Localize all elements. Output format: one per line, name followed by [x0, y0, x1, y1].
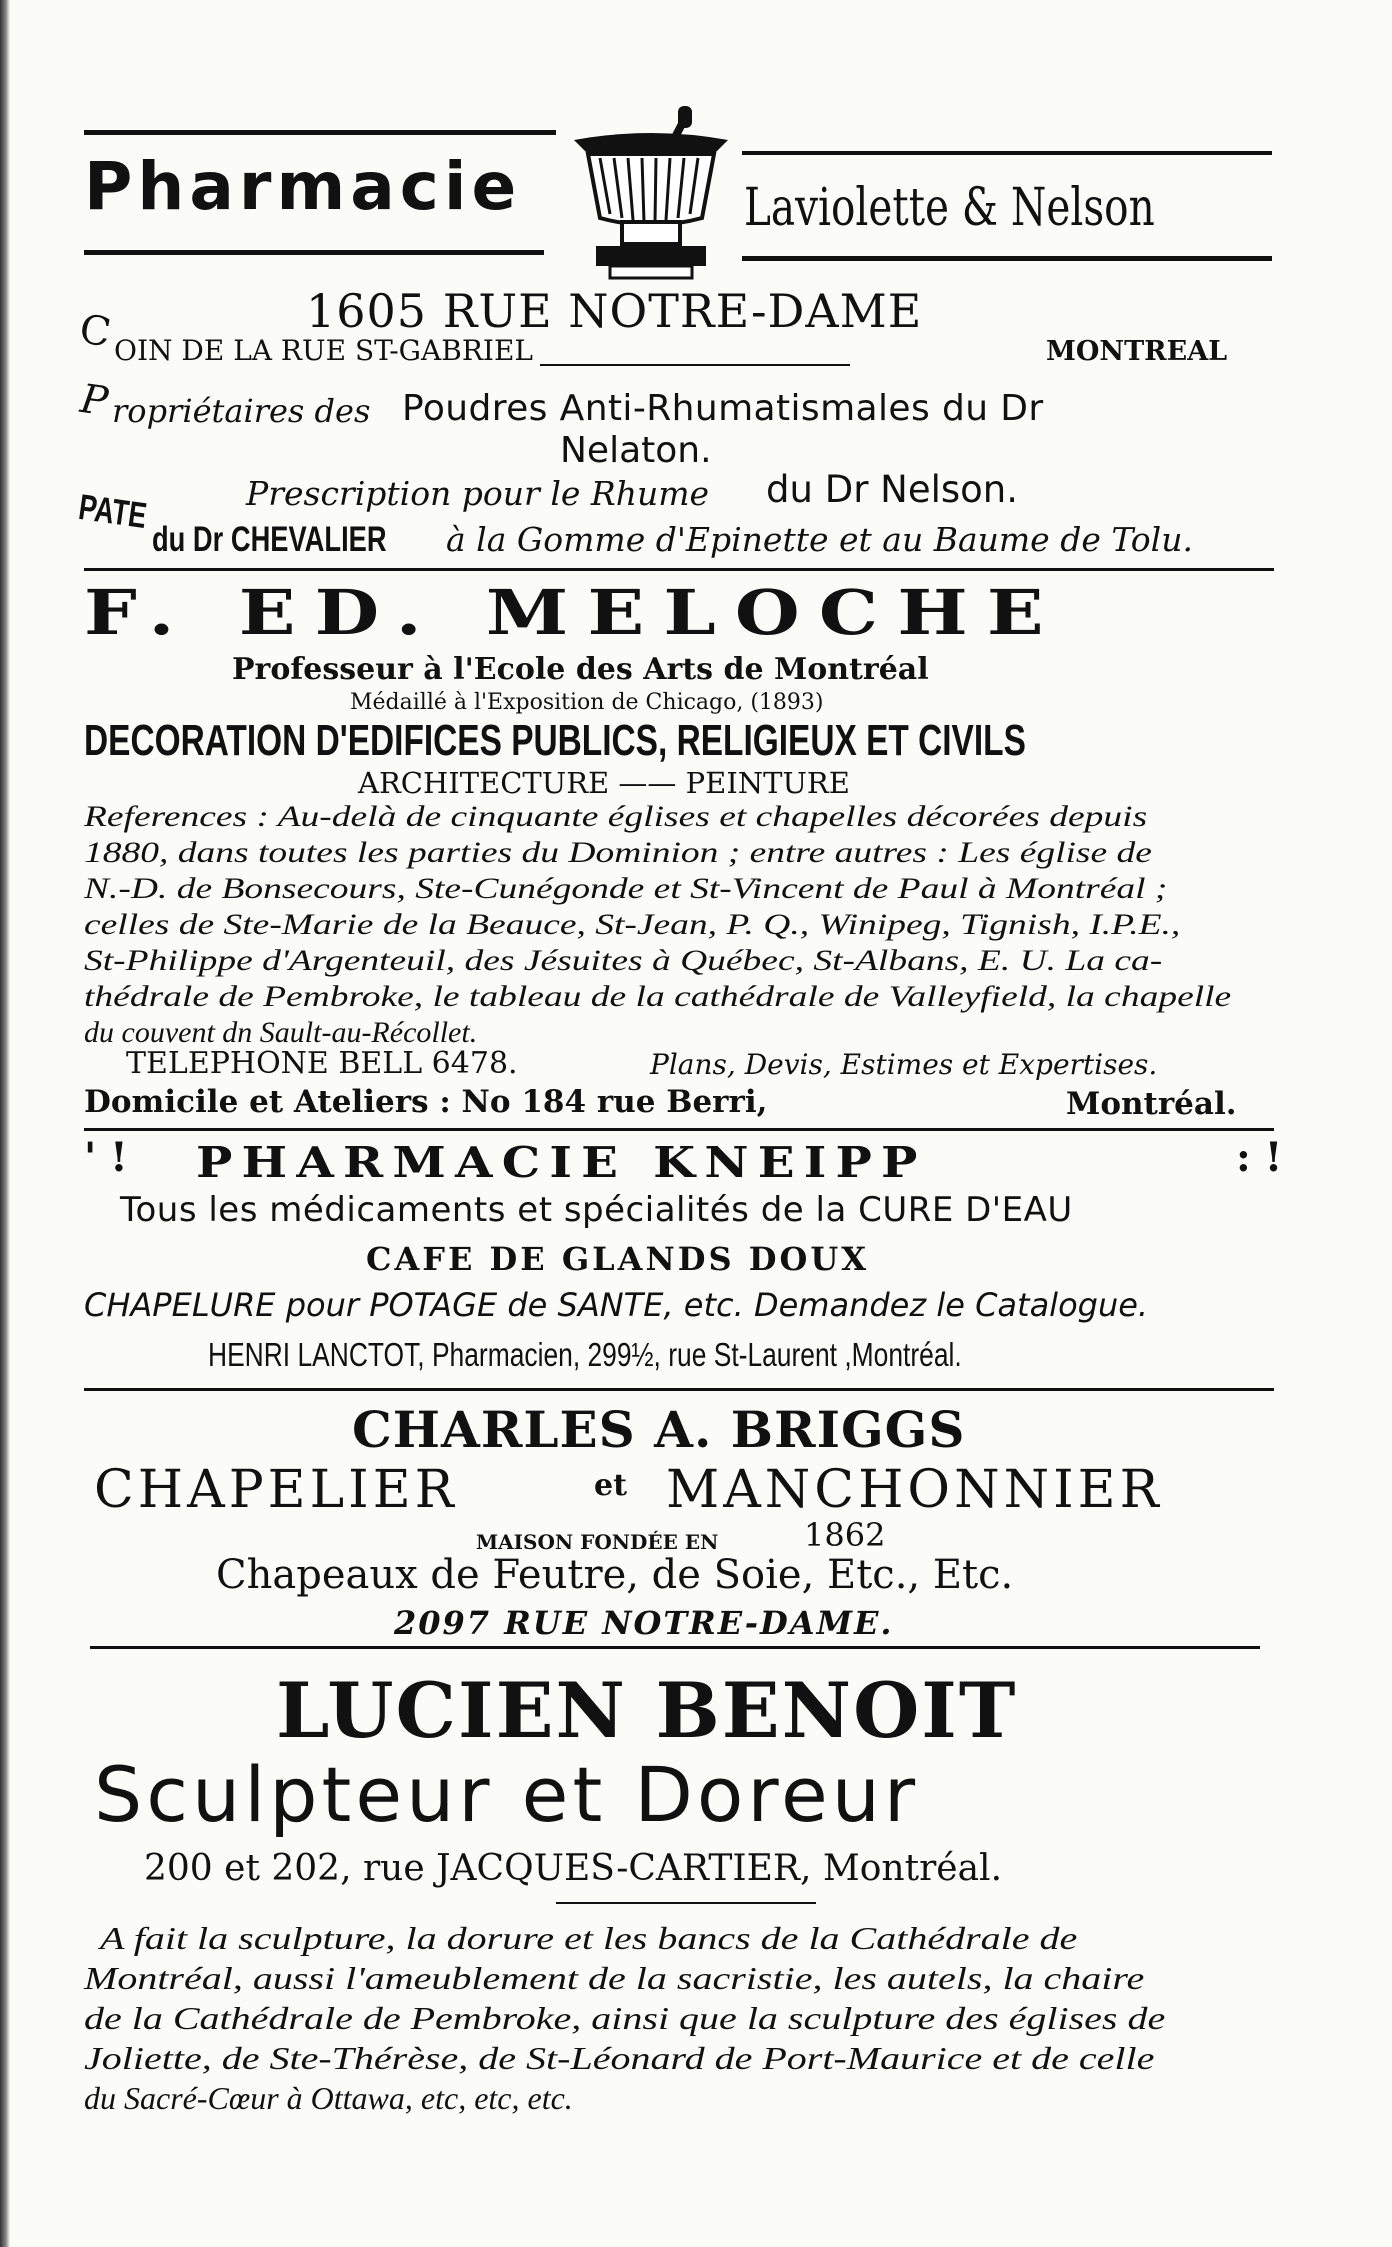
- meloche-decoration: DECORATION D'EDIFICES PUBLICS, RELIGIEUX ET CIVILS: [84, 716, 1026, 765]
- kneipp-line-2: CAFE DE GLANDS DOUX: [366, 1240, 870, 1278]
- kneipp-ornament-right: : !: [1236, 1134, 1283, 1181]
- briggs-products: Chapeaux de Feutre, de Soie, Etc., Etc.: [216, 1552, 1014, 1598]
- street-underline: [540, 364, 850, 366]
- pate-initial: PATE: [76, 486, 150, 537]
- description-line: Joliette, de Ste-Thérèse, de St-Léonard de Port-Maurice et de celle: [84, 2040, 1155, 2076]
- references-line: celles de Ste-Marie de la Beauce, St-Jean, P. Q., Winipeg, Tignish, I.P.E.,: [84, 908, 1181, 941]
- meloche-name: F. ED. MELOCHE: [84, 576, 1063, 649]
- references-line: 1880, dans toutes les parties du Dominion ; entre autres : Les église de: [84, 836, 1152, 869]
- meloche-professor: Professeur à l'Ecole des Arts de Montréal: [232, 652, 929, 687]
- page-binding-edge: [0, 0, 10, 2247]
- benoit-rule: [556, 1902, 816, 1904]
- separator-4: [90, 1646, 1260, 1649]
- meloche-medal: Médaillé à l'Exposition de Chicago, (1893): [350, 690, 824, 715]
- owners-product: Poudres Anti-Rhumatismales du Dr: [402, 388, 1044, 429]
- references-line: du couvent dn Sault-au-Récollet.: [84, 1016, 478, 1049]
- kneipp-line-4: HENRI LANCTOT, Pharmacien, 299½, rue St-Laurent ,Montréal.: [208, 1336, 962, 1373]
- briggs-founded: MAISON FONDÉE EN: [476, 1530, 719, 1554]
- separator-3: [84, 1388, 1274, 1391]
- benoit-name: LUCIEN BENOIT: [276, 1666, 1018, 1755]
- meloche-plans: Plans, Devis, Estimes et Expertises.: [650, 1048, 1158, 1081]
- benoit-address: 200 et 202, rue JACQUES-CARTIER, Montréal.: [144, 1848, 1003, 1889]
- briggs-trade-right: MANCHONNIER: [666, 1460, 1163, 1520]
- owners-product-cont: Nelaton.: [560, 430, 712, 471]
- briggs-address: 2097 RUE NOTRE-DAME.: [394, 1604, 894, 1642]
- meloche-architecture: ARCHITECTURE —— PEINTURE: [358, 766, 850, 800]
- corner-street: OIN DE LA RUE ST-GABRIEL: [114, 334, 533, 367]
- owners-label: ropriétaires des: [112, 392, 371, 430]
- description-line: de la Cathédrale de Pembroke, ainsi que la sculpture des églises de: [84, 2000, 1166, 2036]
- meloche-city: Montréal.: [1066, 1086, 1237, 1122]
- bottom-rule-right: [742, 256, 1272, 261]
- briggs-trade-left: CHAPELIER: [94, 1460, 458, 1520]
- separator-1: [84, 568, 1274, 571]
- references-line: St-Philippe d'Argenteuil, des Jésuites à Québec, St-Albans, E. U. La ca-: [84, 944, 1163, 977]
- kneipp-line-3: CHAPELURE pour POTAGE de SANTE, etc. Demandez le Catalogue.: [84, 1286, 1149, 1324]
- owners-initial: P: [77, 376, 111, 426]
- laviolette-nelson-title: Laviolette & Nelson: [744, 178, 1155, 238]
- description-line: du Sacré-Cœur à Ottawa, etc, etc, etc.: [84, 2080, 573, 2116]
- pate-description: à la Gomme d'Epinette et au Baume de Tolu.: [446, 520, 1193, 559]
- kneipp-title: PHARMACIE KNEIPP: [196, 1138, 927, 1187]
- corner-initial: C: [76, 306, 115, 357]
- briggs-founded-year: 1862: [804, 1516, 886, 1554]
- mortar-and-pestle-icon: [566, 100, 736, 280]
- briggs-name: CHARLES A. BRIGGS: [352, 1400, 966, 1459]
- prescription-tail: du Dr Nelson.: [766, 468, 1019, 511]
- kneipp-line-1: Tous les médicaments et spécialités de la CURE D'EAU: [120, 1190, 1073, 1230]
- laviolette-city: MONTREAL: [1046, 336, 1228, 367]
- top-rule-right: [742, 151, 1272, 155]
- pate-doctor: du Dr CHEVALIER: [152, 520, 387, 559]
- laviolette-address: 1605 RUE NOTRE-DAME: [306, 284, 923, 338]
- references-line: thédrale de Pembroke, le tableau de la cathédrale de Valleyfield, la chapelle: [84, 980, 1232, 1013]
- benoit-trade: Sculpteur et Doreur: [94, 1750, 920, 1839]
- briggs-trade-mid: et: [594, 1468, 627, 1503]
- references-line: N.-D. de Bonsecours, Ste-Cunégonde et St-Vincent de Paul à Montréal ;: [84, 872, 1168, 905]
- prescription-label: Prescription pour le Rhume: [246, 474, 710, 513]
- description-line: Montréal, aussi l'ameublement de la sacristie, les autels, la chaire: [84, 1960, 1145, 1996]
- separator-2: [84, 1128, 1274, 1131]
- pharmacie-title: Pharmacie: [84, 148, 522, 225]
- top-rule-left: [84, 130, 556, 135]
- meloche-domicile: Domicile et Ateliers : No 184 rue Berri,: [84, 1084, 768, 1120]
- kneipp-ornament-left: ' !: [84, 1134, 128, 1181]
- description-line: A fait la sculpture, la dorure et les bancs de la Cathédrale de: [100, 1920, 1078, 1956]
- bottom-rule-left: [84, 250, 544, 255]
- references-line: References : Au-delà de cinquante églises et chapelles décorées depuis: [84, 800, 1148, 833]
- meloche-telephone: TELEPHONE BELL 6478.: [126, 1046, 518, 1081]
